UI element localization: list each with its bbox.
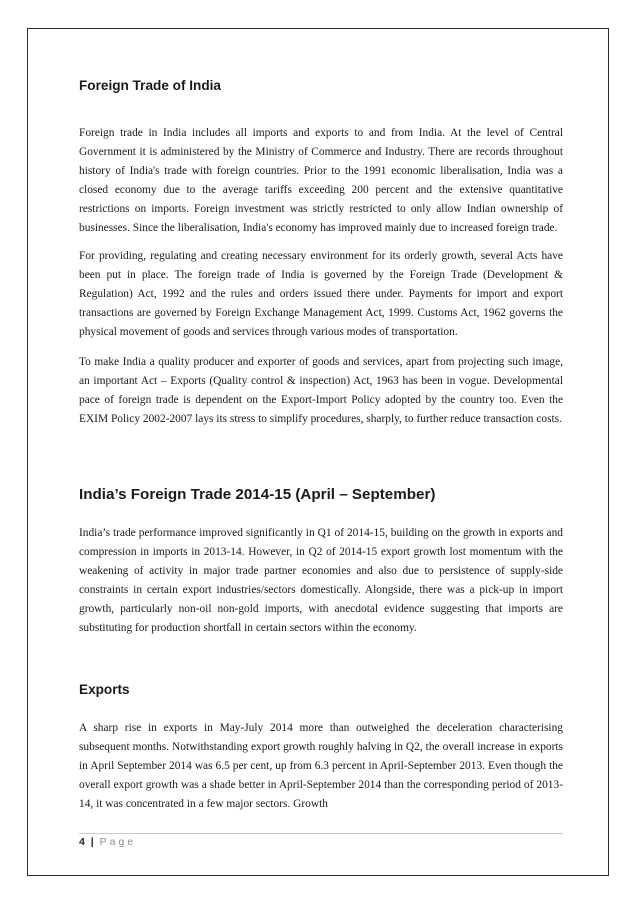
paragraph-foreign-trade-exim: To make India a quality producer and exporter of goods and services, apart from projecting such image, an important Act – Exports (Quality control & inspection) Act, 1963 has been in vogue. Developmental pace of foreign trade is dependent on the Export-Import Policy adopted by the country too. Even the EXIM Policy 2002-2007 lays its stress to simplify procedures, sharply, to further reduce transaction costs. — [79, 356, 563, 425]
footer-separator: | — [90, 836, 94, 848]
footer-divider — [79, 833, 563, 834]
page-label: Page — [99, 836, 137, 848]
section-heading-trade-2014-15: India’s Foreign Trade 2014-15 (April – September) — [79, 486, 436, 503]
section-heading-foreign-trade: Foreign Trade of India — [79, 78, 221, 93]
page-footer — [79, 836, 136, 848]
page-number: 4 — [79, 836, 85, 848]
paragraph-foreign-trade-acts: For providing, regulating and creating necessary environment for its orderly growth, several Acts have been put in place. The foreign trade of India is governed by the Foreign Trade (Development & Regulation) Act, 1992 and the rules and orders issued there under. Payments for import and export transactions are governed by Foreign Exchange Management Act, 1999. Customs Act, 1962 governs the physical movement of goods and services through various modes of transportation. — [79, 250, 563, 338]
paragraph-exports: A sharp rise in exports in May-July 2014 more than outweighed the deceleration characterising subsequent months. Notwithstanding export growth roughly halving in Q2, the overall increase in exports in April September 2014 was 6.5 per cent, up from 6.3 percent in April-September 2013. Even though the overall export growth was a shade better in April-September 2014 than the corresponding period of 2013-14, it was concentrated in a few major sectors. Growth — [79, 722, 563, 810]
paragraph-foreign-trade-intro: Foreign trade in India includes all imports and exports to and from India. At the level of Central Government it is administered by the Ministry of Commerce and Industry. There are records throughout history of India's trade with foreign countries. Prior to the 1991 economic liberalisation, India was a closed economy due to the average tariffs exceeding 200 percent and the extensive quantitative restrictions on imports. Foreign investment was strictly restricted to only allow Indian ownership of businesses. Since the liberalisation, India's economy has improved mainly due to increased foreign trade. — [79, 127, 563, 234]
paragraph-trade-performance: India’s trade performance improved significantly in Q1 of 2014-15, building on the growth in exports and compression in imports in 2013-14. However, in Q2 of 2014-15 export growth lost momentum with the weakening of activity in major trade partner economies and also due to persistence of supply-side constraints in certain export industries/sectors domestically. Alongside, there was a pick-up in import growth, particularly non-oil non-gold imports, with anecdotal evidence suggesting that imports are substituting for production shortfall in certain sectors within the economy. — [79, 527, 563, 634]
section-heading-exports: Exports — [79, 682, 130, 697]
